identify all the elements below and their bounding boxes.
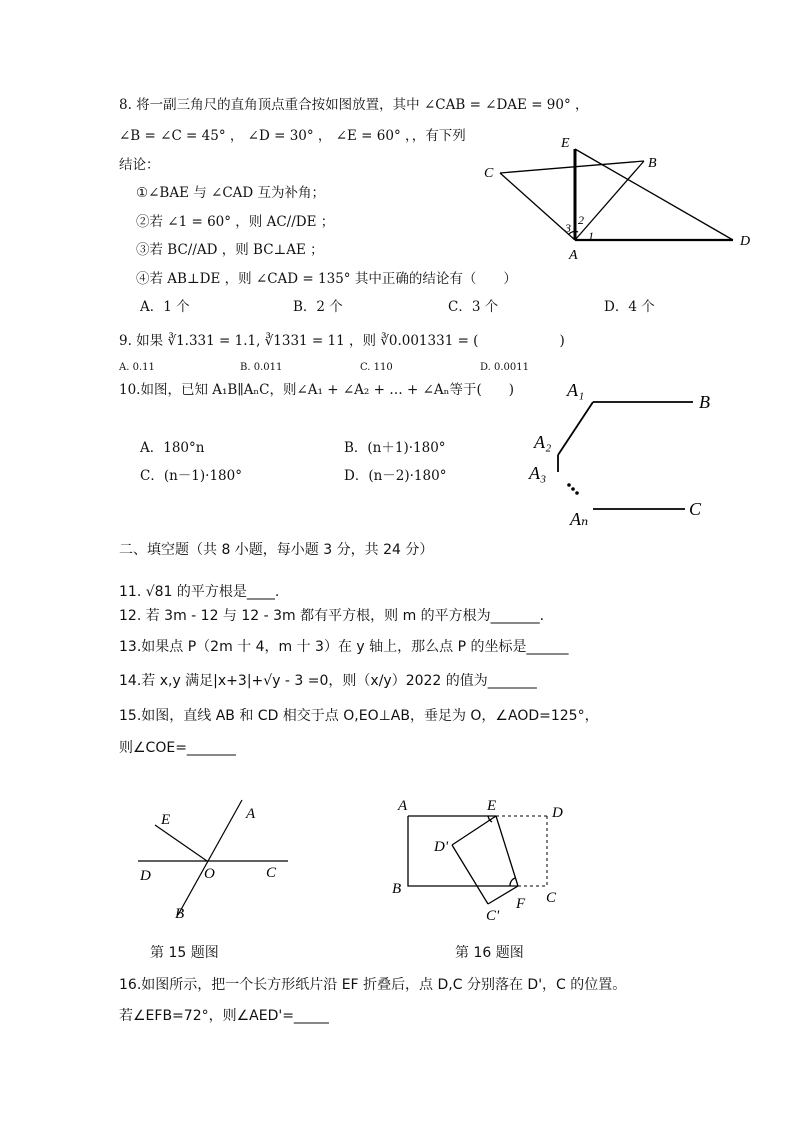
label-d-prime: D'	[434, 839, 449, 855]
section-2-heading: 二、填空题（共 8 小题，每小题 3 分，共 24 分）	[119, 542, 434, 558]
segment-a1a2	[558, 402, 593, 455]
q15-caption: 第 15 题图	[150, 945, 219, 961]
q8-option-c: C．3 个	[448, 299, 499, 315]
q11-text: 11. √81 的平方根是____.	[119, 584, 280, 600]
segment-d-prime-c-prime	[452, 845, 488, 904]
q16-caption: 第 16 题图	[455, 945, 524, 961]
q8-conclusion-2: ②若 ∠1 = 60° ，则 AC//DE ；	[136, 214, 335, 230]
q8-conclusion-4: ④若 AB⊥DE ，则 ∠CAD = 135° 其中正确的结论有（ ）	[136, 271, 517, 287]
label-e: E	[561, 136, 570, 151]
label-f: F	[516, 896, 526, 912]
label-c: C	[266, 865, 277, 881]
ray-oe	[155, 825, 207, 861]
label-e: E	[487, 798, 497, 814]
q10-option-c: C．(n－1)·180°	[140, 468, 242, 484]
segment-cb	[500, 161, 644, 173]
segment-ca	[500, 173, 575, 240]
segment-ab	[575, 161, 644, 240]
q10-option-a: A．180°n	[140, 440, 205, 456]
label-angle-2: 2	[578, 213, 584, 227]
label-a1: A₁	[567, 380, 585, 400]
label-a: A	[398, 798, 408, 814]
q8-option-a: A．1 个	[140, 299, 190, 315]
label-c: C	[484, 166, 494, 181]
label-b: B	[175, 906, 185, 922]
label-a3: A₃	[529, 463, 547, 483]
q8-triangle-figure	[478, 130, 758, 265]
label-e: E	[161, 812, 171, 828]
label-d: D	[140, 868, 151, 884]
q8-stem-line3: 结论：	[119, 157, 160, 173]
q16-stem-line2: 若∠EFB=72°，则∠AED'=_____	[119, 1008, 329, 1024]
q15-stem-line1: 15.如图，直线 AB 和 CD 相交于点 O,EO⊥AB，垂足为 O，∠AOD=125°，	[119, 708, 599, 724]
q8-conclusion-1: ①∠BAE 与 ∠CAD 互为补角；	[136, 185, 326, 201]
label-o: O	[204, 866, 215, 882]
label-b: B	[648, 156, 657, 171]
line-ab	[178, 800, 242, 915]
q9-option-d: D. 0.0011	[480, 362, 530, 373]
label-d: D	[740, 234, 751, 249]
q9-option-a: A. 0.11	[119, 362, 155, 373]
label-a2: A₂	[534, 432, 552, 452]
q8-stem-line2: ∠B = ∠C = 45° ， ∠D = 30° ， ∠E = 60° ，，有下列	[119, 128, 466, 144]
label-angle-3: 3	[565, 221, 571, 235]
q9-option-c: C. 110	[360, 362, 393, 373]
q16-fold-figure	[388, 790, 578, 930]
q8-option-b: B．2 个	[293, 299, 343, 315]
q8-stem-line1: 8. 将一副三角尺的直角顶点重合按如图放置，其中 ∠CAB = ∠DAE = 90° ，	[119, 97, 589, 113]
ellipsis-dots	[567, 483, 579, 495]
segment-c-prime-f	[488, 886, 518, 904]
q12-text: 12. 若 3m - 12 与 12 - 3m 都有平方根，则 m 的平方根为_______.	[119, 608, 545, 624]
angle-arc-f	[510, 878, 515, 886]
label-b: B	[699, 392, 710, 412]
fold-line-ef	[496, 816, 518, 886]
label-c: C	[546, 890, 557, 906]
label-c-prime: C'	[486, 908, 500, 924]
q10-option-d: D．(n－2)·180°	[344, 468, 447, 484]
q8-conclusion-3: ③若 BC//AD ，则 BC⊥AE ；	[136, 242, 324, 258]
q14-text: 14.若 x,y 满足|x+3|+√y - 3 =0，则（x/y）2022 的值为_______	[119, 673, 537, 689]
q10-stem: 10.如图，已知 A₁B∥AₙC，则∠A₁ + ∠A₂ + … + ∠Aₙ等于( )	[119, 382, 515, 398]
label-an: Aₙ	[570, 509, 589, 529]
q15-lines-figure	[128, 795, 298, 925]
label-angle-1: 1	[588, 229, 594, 243]
q9-option-b: B. 0.011	[240, 362, 283, 373]
q10-polyline-figure	[525, 375, 735, 535]
label-b: B	[392, 881, 402, 897]
label-c: C	[689, 499, 702, 519]
q8-option-d: D．4 个	[604, 299, 655, 315]
q10-option-b: B．(n＋1)·180°	[344, 440, 446, 456]
q15-stem-line2: 则∠COE=_______	[119, 740, 236, 756]
label-a: A	[246, 806, 256, 822]
label-d: D	[552, 805, 563, 821]
label-a: A	[569, 248, 578, 263]
q9-stem: 9. 如果 ∛1.331 = 1.1, ∛1331 = 11 ，则 ∛0.001331 = ( )	[119, 333, 565, 349]
q16-stem-line1: 16.如图所示，把一个长方形纸片沿 EF 折叠后，点 D,C 分别落在 D'，C 的位置。	[119, 977, 627, 993]
q13-text: 13.如果点 P（2m 十 4，m 十 3）在 y 轴上，那么点 P 的坐标是______	[119, 639, 569, 655]
